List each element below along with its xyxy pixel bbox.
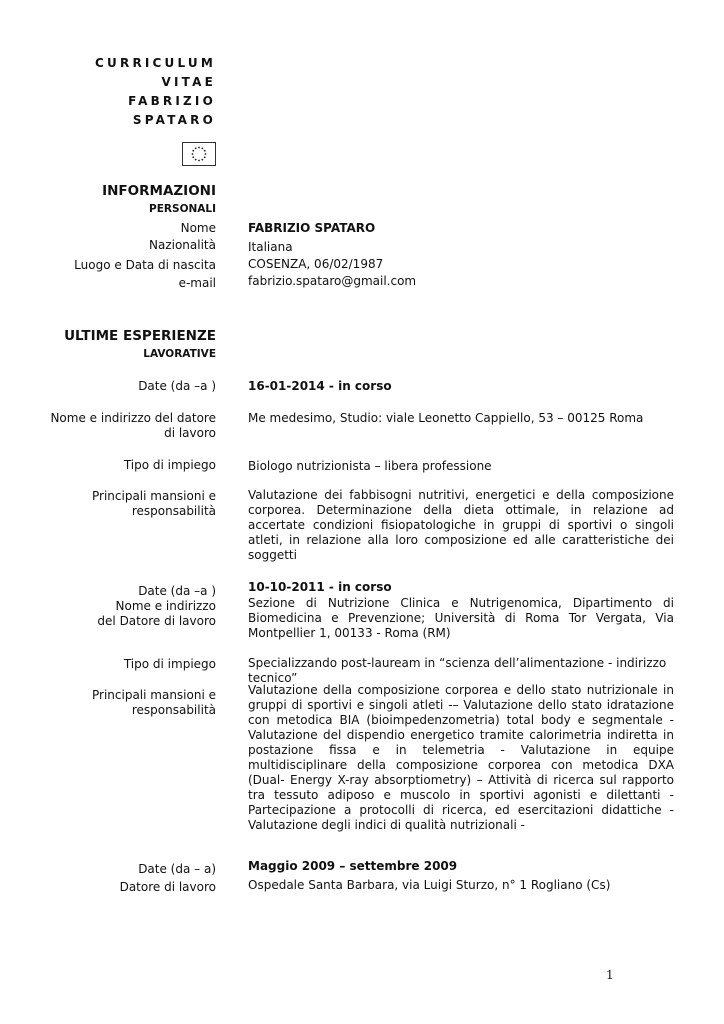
- job-date-value: 10-10-2011 - in corso: [248, 580, 392, 594]
- title-line: FABRIZIO: [128, 94, 216, 108]
- job-date-label: Date (da – a): [138, 862, 216, 876]
- job-duties-label: Principali mansioni e responsabilità: [92, 688, 216, 717]
- job-type-label: Tipo di impiego: [123, 657, 216, 671]
- job-date-value: 16-01-2014 - in corso: [248, 379, 392, 393]
- job-date-label: Date (da –a ): [138, 584, 216, 598]
- job-date-label: Date (da –a ): [138, 379, 216, 393]
- email-label: e-mail: [178, 276, 216, 290]
- personal-info-heading: [102, 182, 216, 218]
- birth-value: COSENZA, 06/02/1987: [248, 257, 384, 271]
- job-employer-value: Sezione di Nutrizione Clinica e Nutrigenomica, Dipartimento di Biomedicina e Prevenzione; Università di Roma Tor Vergata, Via Montpellier 1, 00133 - Roma (RM): [248, 596, 674, 640]
- job-employer-label: [36, 599, 216, 629]
- section-heading-main: ULTIME ESPERIENZE: [64, 328, 216, 344]
- email-value: fabrizio.spataro@gmail.com: [248, 274, 417, 288]
- title-line: CURRICULUM: [95, 56, 216, 70]
- job-duties-label: Principali mansioni e responsabilità: [92, 489, 216, 518]
- job-duties-value: Valutazione dei fabbisogni nutritivi, energetici e della composizione corporea. Determinazione della dieta ottimale, in relazione ad accertate condizioni fisiopatologiche in gruppi di sportivi o singoli atleti, in relazione alla loro composizione ed alle caratteristiche dei soggetti: [248, 488, 674, 562]
- section-heading-sub: LAVORATIVE: [143, 348, 216, 360]
- cv-title: [95, 54, 216, 130]
- job-type-label: Tipo di impiego: [123, 458, 216, 472]
- job-duties-value: Valutazione della composizione corporea e dello stato nutrizionale in gruppi di sportivi e singoli atleti -– Valutazione dello stato idratazione con metodica BIA (bioimpedenzometria) total body e segmentale - Valutazione del dispendio energetico tramite calorimetria indiretta in postazione fissa e in telemetria - Valutazione in equipe multidisciplinare della composizione corporea con metodica DXA (Dual- Energy X-ray absorptiometry) – Attività di ricerca sul rapporto tra tessuto adiposo e muscolo in sportivi agonisti e dilettanti - Partecipazione a protocolli di ricerca, ed esercitazioni didattiche - Valutazione degli indici di qualità nutrizionali -: [248, 683, 674, 832]
- job-type-value: Specializzando post-lauream in “scienza dell’alimentazione - indirizzo tecnico”: [248, 656, 667, 685]
- title-line: SPATARO: [132, 113, 216, 127]
- job-employer-label: Datore di lavoro: [119, 880, 216, 894]
- job-employer-value: Me medesimo, Studio: viale Leonetto Cappiello, 53 – 00125 Roma: [248, 411, 644, 425]
- job-employer-label-line: Nome e indirizzo: [115, 599, 216, 613]
- nationality-label: Nazionalità: [149, 238, 216, 252]
- section-heading-main: INFORMAZIONI: [102, 183, 216, 199]
- job-employer-label: Nome e indirizzo del datore di lavoro: [50, 411, 216, 440]
- job-employer-value: Ospedale Santa Barbara, via Luigi Sturzo, n° 1 Rogliano (Cs): [248, 878, 611, 892]
- title-line: VITAE: [161, 75, 216, 89]
- job-date-value: Maggio 2009 – settembre 2009: [248, 859, 458, 873]
- name-label: Nome: [180, 221, 216, 235]
- nationality-value: Italiana: [248, 240, 293, 254]
- name-value: FABRIZIO SPATARO: [248, 221, 376, 235]
- job-employer-label-line: del Datore di lavoro: [97, 614, 216, 628]
- eu-flag-icon: [182, 142, 216, 166]
- birth-label: Luogo e Data di nascita: [74, 258, 216, 272]
- page-number: 1: [606, 968, 614, 982]
- job-type-value: Biologo nutrizionista – libera professione: [248, 459, 492, 473]
- experience-heading: [64, 327, 216, 363]
- section-heading-sub: PERSONALI: [149, 203, 216, 215]
